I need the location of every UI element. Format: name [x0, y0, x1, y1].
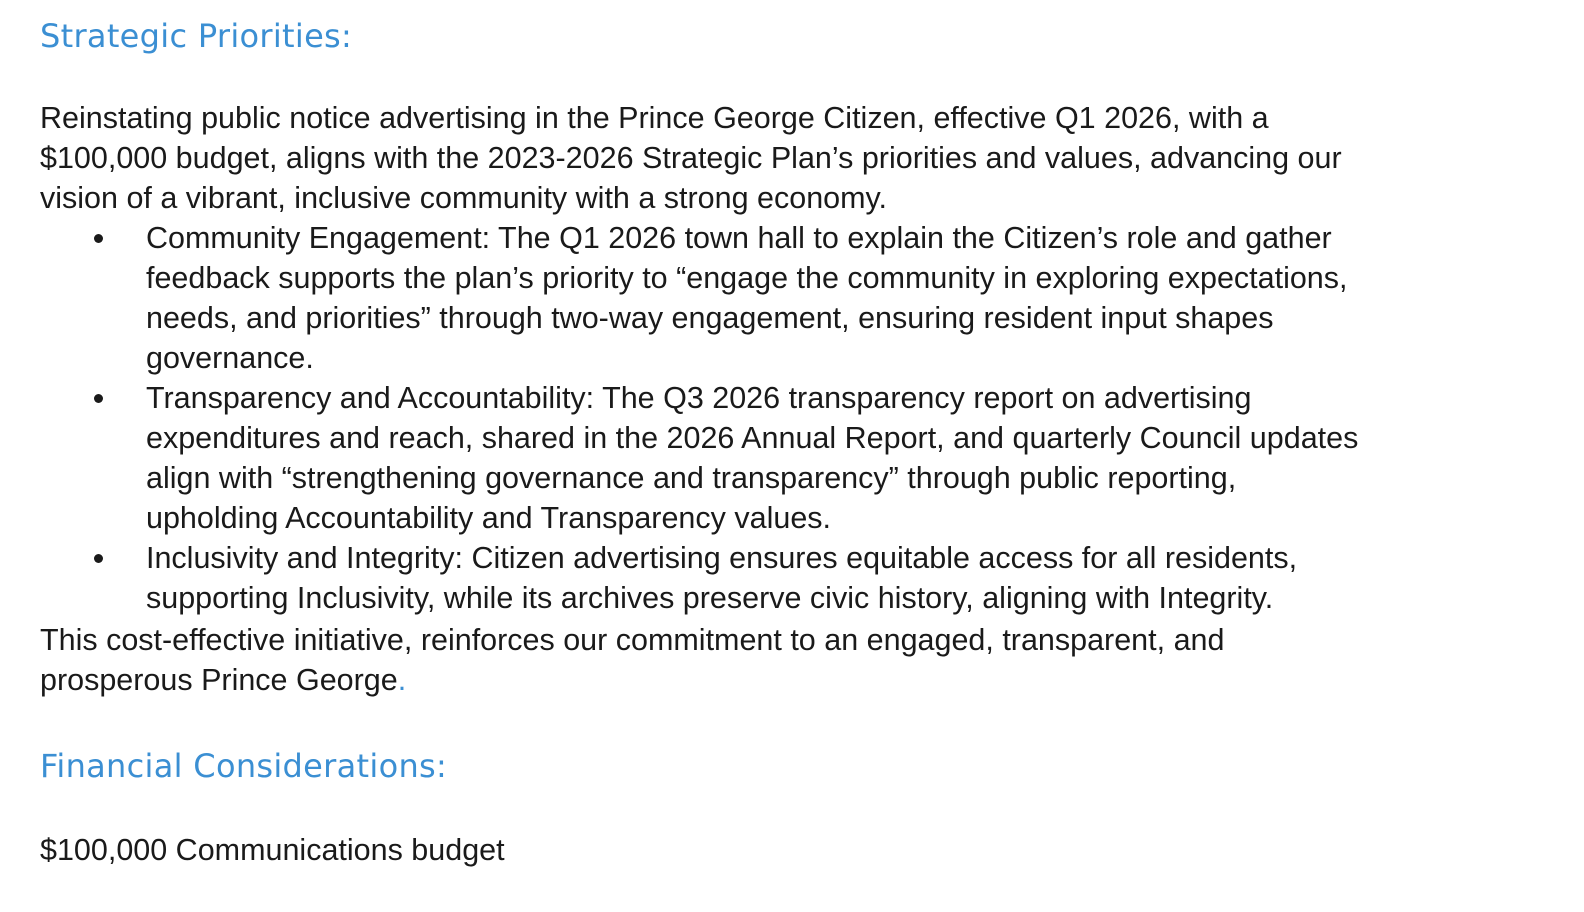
bullet-line: upholding Accountability and Transparency values.: [146, 501, 831, 535]
closing-line: [40, 660, 1224, 700]
priority-bullet-list: [40, 218, 1358, 618]
intro-line: $100,000 budget, aligns with the 2023-2026 Strategic Plan’s priorities and values, advancing our: [40, 141, 1342, 175]
budget-line: $100,000 Communications budget: [40, 833, 505, 867]
closing-text: prosperous Prince George: [40, 663, 398, 697]
strategic-priorities-heading: Strategic Priorities:: [40, 17, 353, 55]
bullet-dot-icon: [94, 394, 103, 403]
closing-paragraph: [40, 620, 1224, 700]
intro-paragraph: [40, 98, 1342, 218]
bullet-line: governance.: [146, 341, 314, 375]
bullet-line: align with “strengthening governance and transparency” through public reporting,: [146, 461, 1237, 495]
bullet-line: supporting Inclusivity, while its archives preserve civic history, aligning with Integrity.: [146, 581, 1274, 615]
closing-period: .: [397, 663, 407, 697]
bullet-line: Inclusivity and Integrity: Citizen advertising ensures equitable access for all residents,: [146, 541, 1298, 575]
bullet-line: needs, and priorities” through two-way engagement, ensuring resident input shapes: [146, 301, 1274, 335]
bullet-inclusivity-integrity: [40, 538, 1358, 618]
closing-line: This cost-effective initiative, reinforces our commitment to an engaged, transparent, and: [40, 623, 1225, 657]
bullet-transparency-accountability: [40, 378, 1358, 538]
bullet-line: Community Engagement: The Q1 2026 town hall to explain the Citizen’s role and gather: [146, 221, 1332, 255]
intro-line: vision of a vibrant, inclusive community with a strong economy.: [40, 181, 888, 215]
bullet-community-engagement: [40, 218, 1358, 378]
bullet-line: expenditures and reach, shared in the 2026 Annual Report, and quarterly Council updates: [146, 421, 1359, 455]
intro-line: Reinstating public notice advertising in the Prince George Citizen, effective Q1 2026, with a: [40, 101, 1269, 135]
bullet-dot-icon: [94, 554, 103, 563]
bullet-line: feedback supports the plan’s priority to “engage the community in exploring expectations,: [146, 261, 1348, 295]
bullet-line: Transparency and Accountability: The Q3 2026 transparency report on advertising: [146, 381, 1252, 415]
bullet-dot-icon: [94, 234, 103, 243]
financial-considerations-heading: Financial Considerations:: [40, 747, 448, 785]
